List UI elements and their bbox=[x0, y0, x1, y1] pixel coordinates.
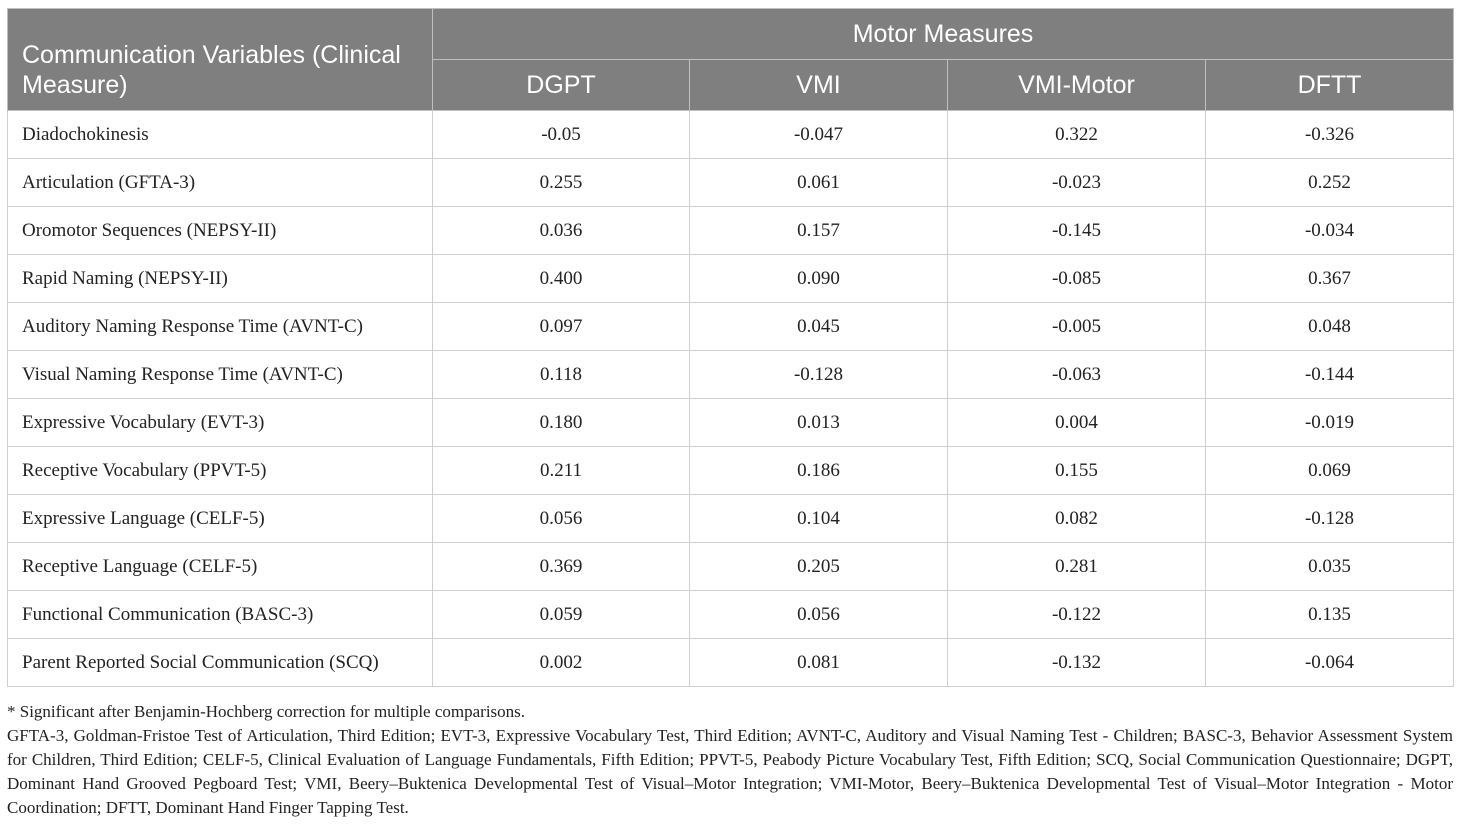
table-cell: 0.186 bbox=[690, 447, 948, 495]
table-cell: -0.132 bbox=[948, 639, 1206, 687]
table-header bbox=[8, 9, 1454, 111]
significance-note: * Significant after Benjamin-Hochberg correction for multiple comparisons. bbox=[7, 702, 526, 721]
table-footnotes bbox=[7, 700, 1453, 820]
row-label: Visual Naming Response Time (AVNT-C) bbox=[8, 351, 433, 399]
table-row bbox=[8, 591, 1454, 639]
table-cell: 0.036 bbox=[433, 207, 690, 255]
column-header-vmi-motor: VMI-Motor bbox=[948, 60, 1206, 111]
row-label: Auditory Naming Response Time (AVNT-C) bbox=[8, 303, 433, 351]
row-label: Rapid Naming (NEPSY-II) bbox=[8, 255, 433, 303]
table-cell: -0.326 bbox=[1206, 111, 1454, 159]
row-label: Receptive Vocabulary (PPVT-5) bbox=[8, 447, 433, 495]
table-cell: 0.205 bbox=[690, 543, 948, 591]
table-cell: -0.063 bbox=[948, 351, 1206, 399]
table-cell: -0.122 bbox=[948, 591, 1206, 639]
table-cell: -0.085 bbox=[948, 255, 1206, 303]
table-cell: 0.281 bbox=[948, 543, 1206, 591]
table-cell: 0.097 bbox=[433, 303, 690, 351]
column-header-dgpt: DGPT bbox=[433, 60, 690, 111]
table-cell: 0.118 bbox=[433, 351, 690, 399]
table-cell: -0.145 bbox=[948, 207, 1206, 255]
group-header: Motor Measures bbox=[433, 9, 1454, 60]
row-label: Expressive Language (CELF-5) bbox=[8, 495, 433, 543]
table-body bbox=[8, 111, 1454, 687]
table-cell: 0.056 bbox=[690, 591, 948, 639]
table-cell: -0.023 bbox=[948, 159, 1206, 207]
table-cell: 0.061 bbox=[690, 159, 948, 207]
table-cell: 0.059 bbox=[433, 591, 690, 639]
table-cell: 0.255 bbox=[433, 159, 690, 207]
row-label: Receptive Language (CELF-5) bbox=[8, 543, 433, 591]
correlation-table bbox=[7, 8, 1454, 687]
table-cell: -0.128 bbox=[1206, 495, 1454, 543]
table-cell: -0.128 bbox=[690, 351, 948, 399]
table-cell: 0.013 bbox=[690, 399, 948, 447]
table-cell: 0.400 bbox=[433, 255, 690, 303]
table-row bbox=[8, 159, 1454, 207]
table-cell: -0.034 bbox=[1206, 207, 1454, 255]
table-cell: 0.211 bbox=[433, 447, 690, 495]
row-label: Oromotor Sequences (NEPSY-II) bbox=[8, 207, 433, 255]
table-cell: 0.082 bbox=[948, 495, 1206, 543]
column-header-vmi: VMI bbox=[690, 60, 948, 111]
row-label: Diadochokinesis bbox=[8, 111, 433, 159]
table-row bbox=[8, 447, 1454, 495]
table-cell: 0.002 bbox=[433, 639, 690, 687]
table-cell: 0.045 bbox=[690, 303, 948, 351]
table-row bbox=[8, 111, 1454, 159]
table-row bbox=[8, 351, 1454, 399]
table-cell: -0.144 bbox=[1206, 351, 1454, 399]
table-cell: 0.367 bbox=[1206, 255, 1454, 303]
table-row bbox=[8, 207, 1454, 255]
table-cell: 0.155 bbox=[948, 447, 1206, 495]
table-cell: -0.05 bbox=[433, 111, 690, 159]
table-cell: 0.035 bbox=[1206, 543, 1454, 591]
row-label: Parent Reported Social Communication (SCQ) bbox=[8, 639, 433, 687]
table-cell: 0.180 bbox=[433, 399, 690, 447]
table-container bbox=[7, 8, 1453, 687]
table-cell: 0.252 bbox=[1206, 159, 1454, 207]
table-row bbox=[8, 255, 1454, 303]
table-row bbox=[8, 639, 1454, 687]
table-cell: -0.005 bbox=[948, 303, 1206, 351]
table-cell: 0.322 bbox=[948, 111, 1206, 159]
table-cell: -0.019 bbox=[1206, 399, 1454, 447]
table-cell: -0.064 bbox=[1206, 639, 1454, 687]
table-cell: 0.090 bbox=[690, 255, 948, 303]
table-cell: -0.047 bbox=[690, 111, 948, 159]
row-label: Functional Communication (BASC-3) bbox=[8, 591, 433, 639]
table-cell: 0.004 bbox=[948, 399, 1206, 447]
table-cell: 0.135 bbox=[1206, 591, 1454, 639]
table-row bbox=[8, 495, 1454, 543]
row-label: Articulation (GFTA-3) bbox=[8, 159, 433, 207]
table-cell: 0.081 bbox=[690, 639, 948, 687]
table-row bbox=[8, 543, 1454, 591]
table-cell: 0.056 bbox=[433, 495, 690, 543]
table-row bbox=[8, 303, 1454, 351]
table-cell: 0.369 bbox=[433, 543, 690, 591]
table-cell: 0.069 bbox=[1206, 447, 1454, 495]
table-cell: 0.048 bbox=[1206, 303, 1454, 351]
abbreviations-note: GFTA-3, Goldman-Fristoe Test of Articulation, Third Edition; EVT-3, Expressive Vocabulary Test, Third Edition; AVNT-C, Auditory and Visual Naming Test - Children; BASC-3, Behavior Assessment System for Children, Third Edition; CELF-5, Clinical Evaluation of Language Fundamentals, Fifth Edition; PPVT-5, Peabody Picture Vocabulary Test, Fifth Edition; SCQ, Social Communication Questionnaire; DGPT, Dominant Hand Grooved Pegboard Test; VMI, Beery–Buktenica Developmental Test of Visual–Motor Integration; VMI-Motor, Beery–Buktenica Developmental Test of Visual–Motor Integration - Motor Coordination; DFTT, Dominant Hand Finger Tapping Test. bbox=[7, 726, 1453, 817]
row-label: Expressive Vocabulary (EVT-3) bbox=[8, 399, 433, 447]
column-header-dftt: DFTT bbox=[1206, 60, 1454, 111]
table-row bbox=[8, 399, 1454, 447]
table-cell: 0.157 bbox=[690, 207, 948, 255]
corner-header: Communication Variables (Clinical Measure) bbox=[8, 9, 433, 111]
table-cell: 0.104 bbox=[690, 495, 948, 543]
